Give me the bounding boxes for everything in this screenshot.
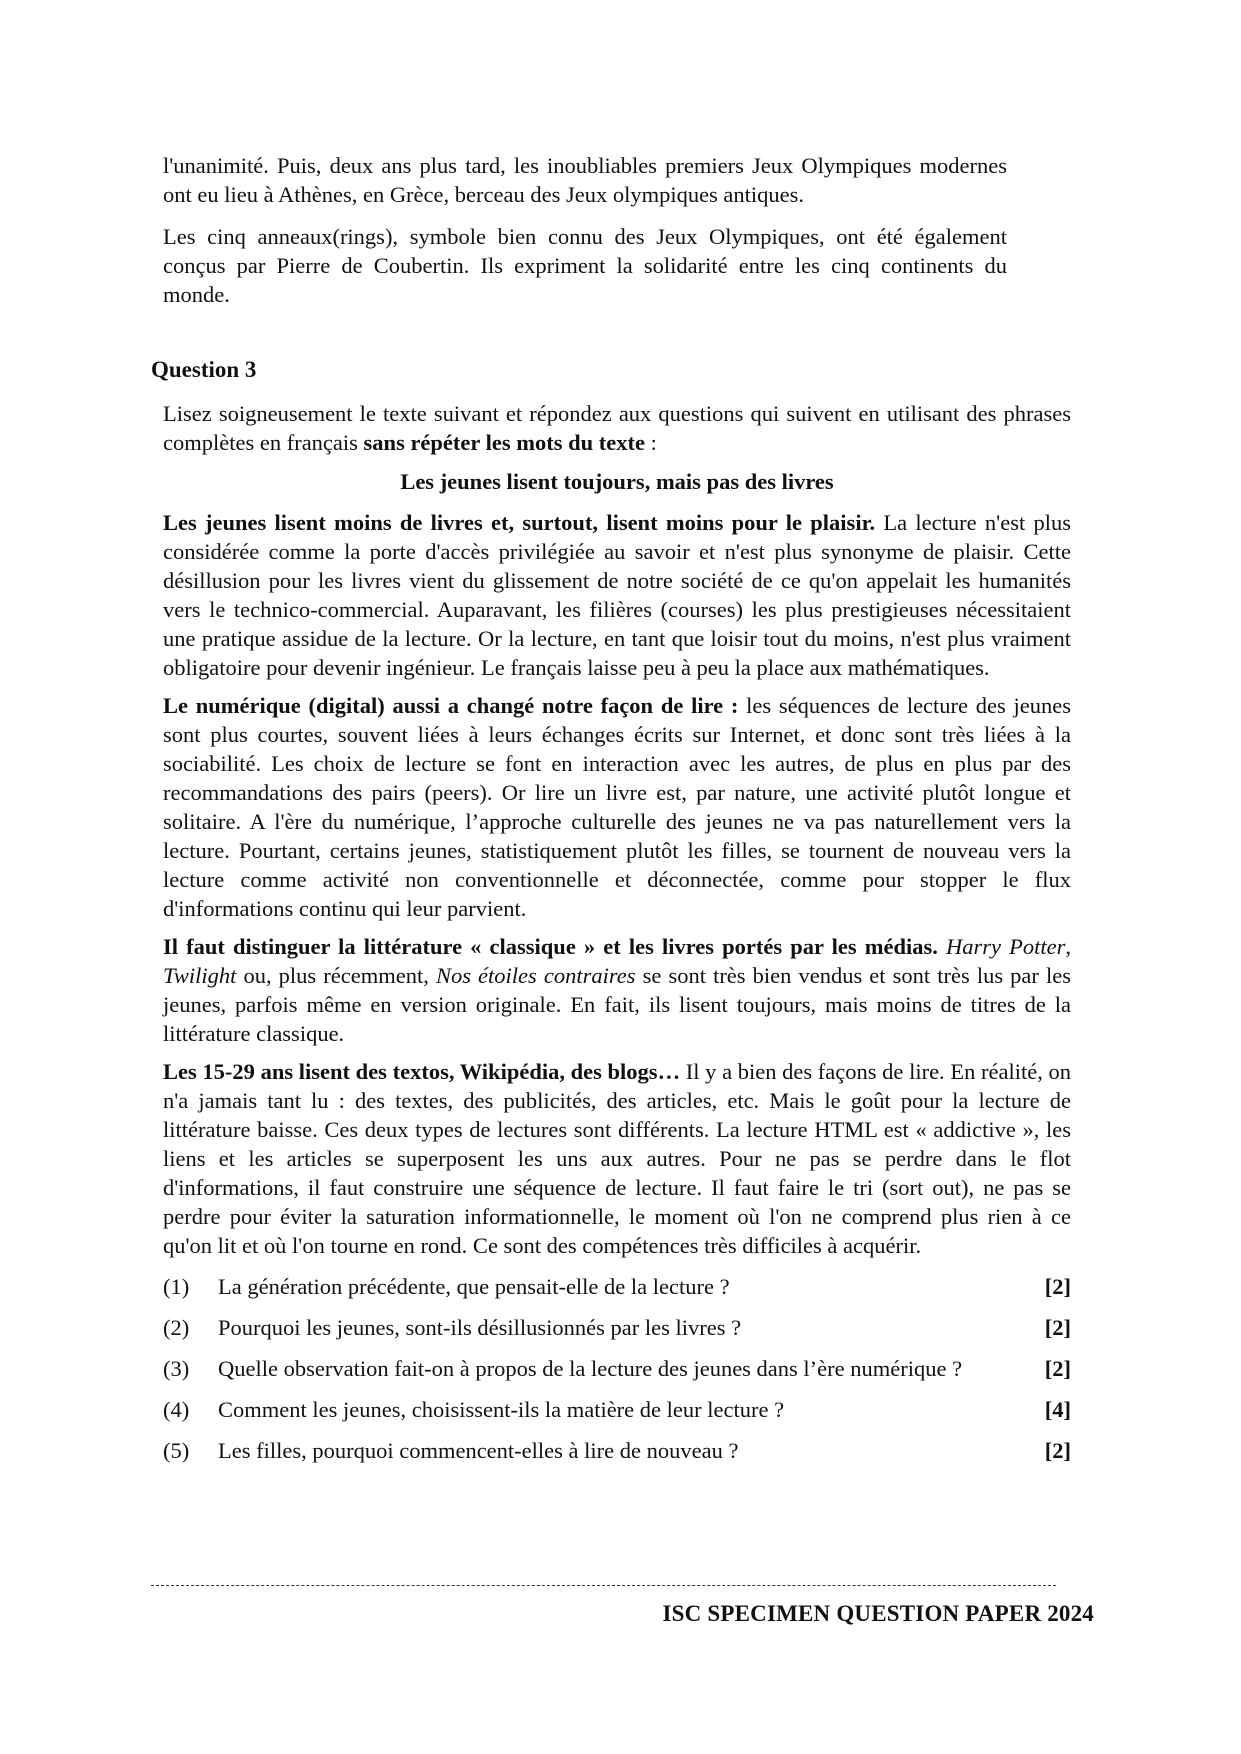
question-text: Comment les jeunes, choisissent-ils la matière de leur lecture ? [218,1397,785,1422]
instructions [163,399,1071,457]
question-number: (3) [163,1356,190,1381]
question-marks: [2] [1044,1356,1071,1381]
question-number: (4) [163,1397,190,1422]
paragraph-text: ou, plus récemment, [236,963,436,988]
article-paragraph [163,932,1071,1048]
question-text: Quelle observation fait-on à propos de la lecture des jeunes dans l’ère numérique ? [218,1356,963,1381]
question-number: (1) [163,1274,190,1299]
footer-divider [151,1585,1056,1586]
question-marks: [2] [1044,1274,1071,1299]
question-heading: Question 3 [151,357,257,382]
paragraph-lead: Le numérique (digital) aussi a changé notre façon de lire : [163,693,739,718]
paragraph-lead: Il faut distinguer la littérature « classique » et les livres portés par les médias. [163,934,938,959]
question-text: Pourquoi les jeunes, sont-ils désillusionnés par les livres ? [218,1315,742,1340]
instruction-emphasis: sans répéter les mots du texte [363,430,645,455]
question-item [163,1354,1071,1383]
question-list [163,1272,1071,1465]
question-marks: [4] [1044,1397,1071,1422]
question-marks: [2] [1044,1315,1071,1340]
question-text: Les filles, pourquoi commencent-elles à lire de nouveau ? [218,1438,739,1463]
article-paragraph [163,691,1071,923]
intro-paragraph: Les cinq anneaux(rings), symbole bien connu des Jeux Olympiques, ont été également conçus par Pierre de Coubertin. Ils expriment la solidarité entre les cinq continents du monde. [163,224,1007,307]
book-title: Harry Potter [946,934,1066,959]
article-paragraph [163,1057,1071,1260]
question-item [163,1313,1071,1342]
question-marks: [2] [1044,1438,1071,1463]
paragraph-lead: Les 15-29 ans lisent des textos, Wikipédia, des blogs… [163,1059,681,1084]
question-item [163,1436,1071,1465]
paragraph-body: se sont très bien vendus et sont très lus par les jeunes, parfois même en version originale. En fait, ils lisent toujours, mais moins de titres de la littérature classique. [163,963,1071,1046]
intro-continuation [163,151,1007,322]
paragraph-body: les séquences de lecture des jeunes sont plus courtes, souvent liées à leurs échanges écrits sur Internet, et donc sont très liées à la sociabilité. Les choix de lecture se font en interaction avec les autres, de plus en plus par des recommandations des pairs (peers). Or lire un livre est, par nature, une activité plutôt longue et solitaire. A l'ère du numérique, l’approche culturelle des jeunes ne va pas naturellement vers la lecture. Pourtant, certains jeunes, statistiquement plutôt les filles, se tournent de nouveau vers la lecture comme activité non conventionnelle et déconnectée, comme pour stopper le flux d'informations continu qui leur parvient. [163,693,1071,921]
article-title: Les jeunes lisent toujours, mais pas des livres [400,469,834,494]
question-text: La génération précédente, que pensait-elle de la lecture ? [218,1274,730,1299]
book-title: Twilight [163,963,237,988]
question-body [163,399,1071,1477]
paragraph-body: La lecture n'est plus considérée comme la porte d'accès privilégiée au savoir et n'est plus synonyme de plaisir. Cette désillusion pour les livres vient du glissement de notre société de ce qu'on appelait les humanités vers le technico-commercial. Auparavant, les filières (courses) les plus prestigieuses nécessitaient une pratique assidue de la lecture. Or la lecture, en tant que loisir tout du moins, n'est plus vraiment obligatoire pour devenir ingénieur. Le français laisse peu à peu la place aux mathématiques. [163,510,1071,680]
instruction-text: Lisez soigneusement le texte suivant et répondez aux questions qui suivent en utilisant des phrases complètes en français [163,401,1071,455]
question-number: (5) [163,1438,190,1463]
question-number: (2) [163,1315,190,1340]
article-paragraph [163,508,1071,682]
paragraph-lead: Les jeunes lisent moins de livres et, surtout, lisent moins pour le plaisir. [163,510,876,535]
paragraph-text: , [1065,934,1071,959]
footer-label: ISC SPECIMEN QUESTION PAPER 2024 [662,1601,1094,1626]
paragraph-body: Il y a bien des façons de lire. En réalité, on n'a jamais tant lu : des textes, des publicités, des articles, etc. Mais le goût pour la lecture de littérature baisse. Ces deux types de lectures sont différents. La lecture HTML est « addictive », les liens et les articles se superposent les uns aux autres. Pour ne pas se perdre dans le flot d'informations, il faut construire une séquence de lecture. Il faut faire le tri (sort out), ne pas se perdre pour éviter la saturation informationnelle, le moment où l'on ne comprend plus rien à ce qu'on lit et où l'on tourne en rond. Ce sont des compétences très difficiles à acquérir. [163,1059,1071,1258]
question-item [163,1272,1071,1301]
book-title: Nos étoiles contraires [435,963,636,988]
question-item [163,1395,1071,1424]
intro-paragraph: l'unanimité. Puis, deux ans plus tard, les inoubliables premiers Jeux Olympiques modernes ont eu lieu à Athènes, en Grèce, berceau des Jeux olympiques antiques. [163,153,1007,207]
instruction-text-end: : [644,430,657,455]
